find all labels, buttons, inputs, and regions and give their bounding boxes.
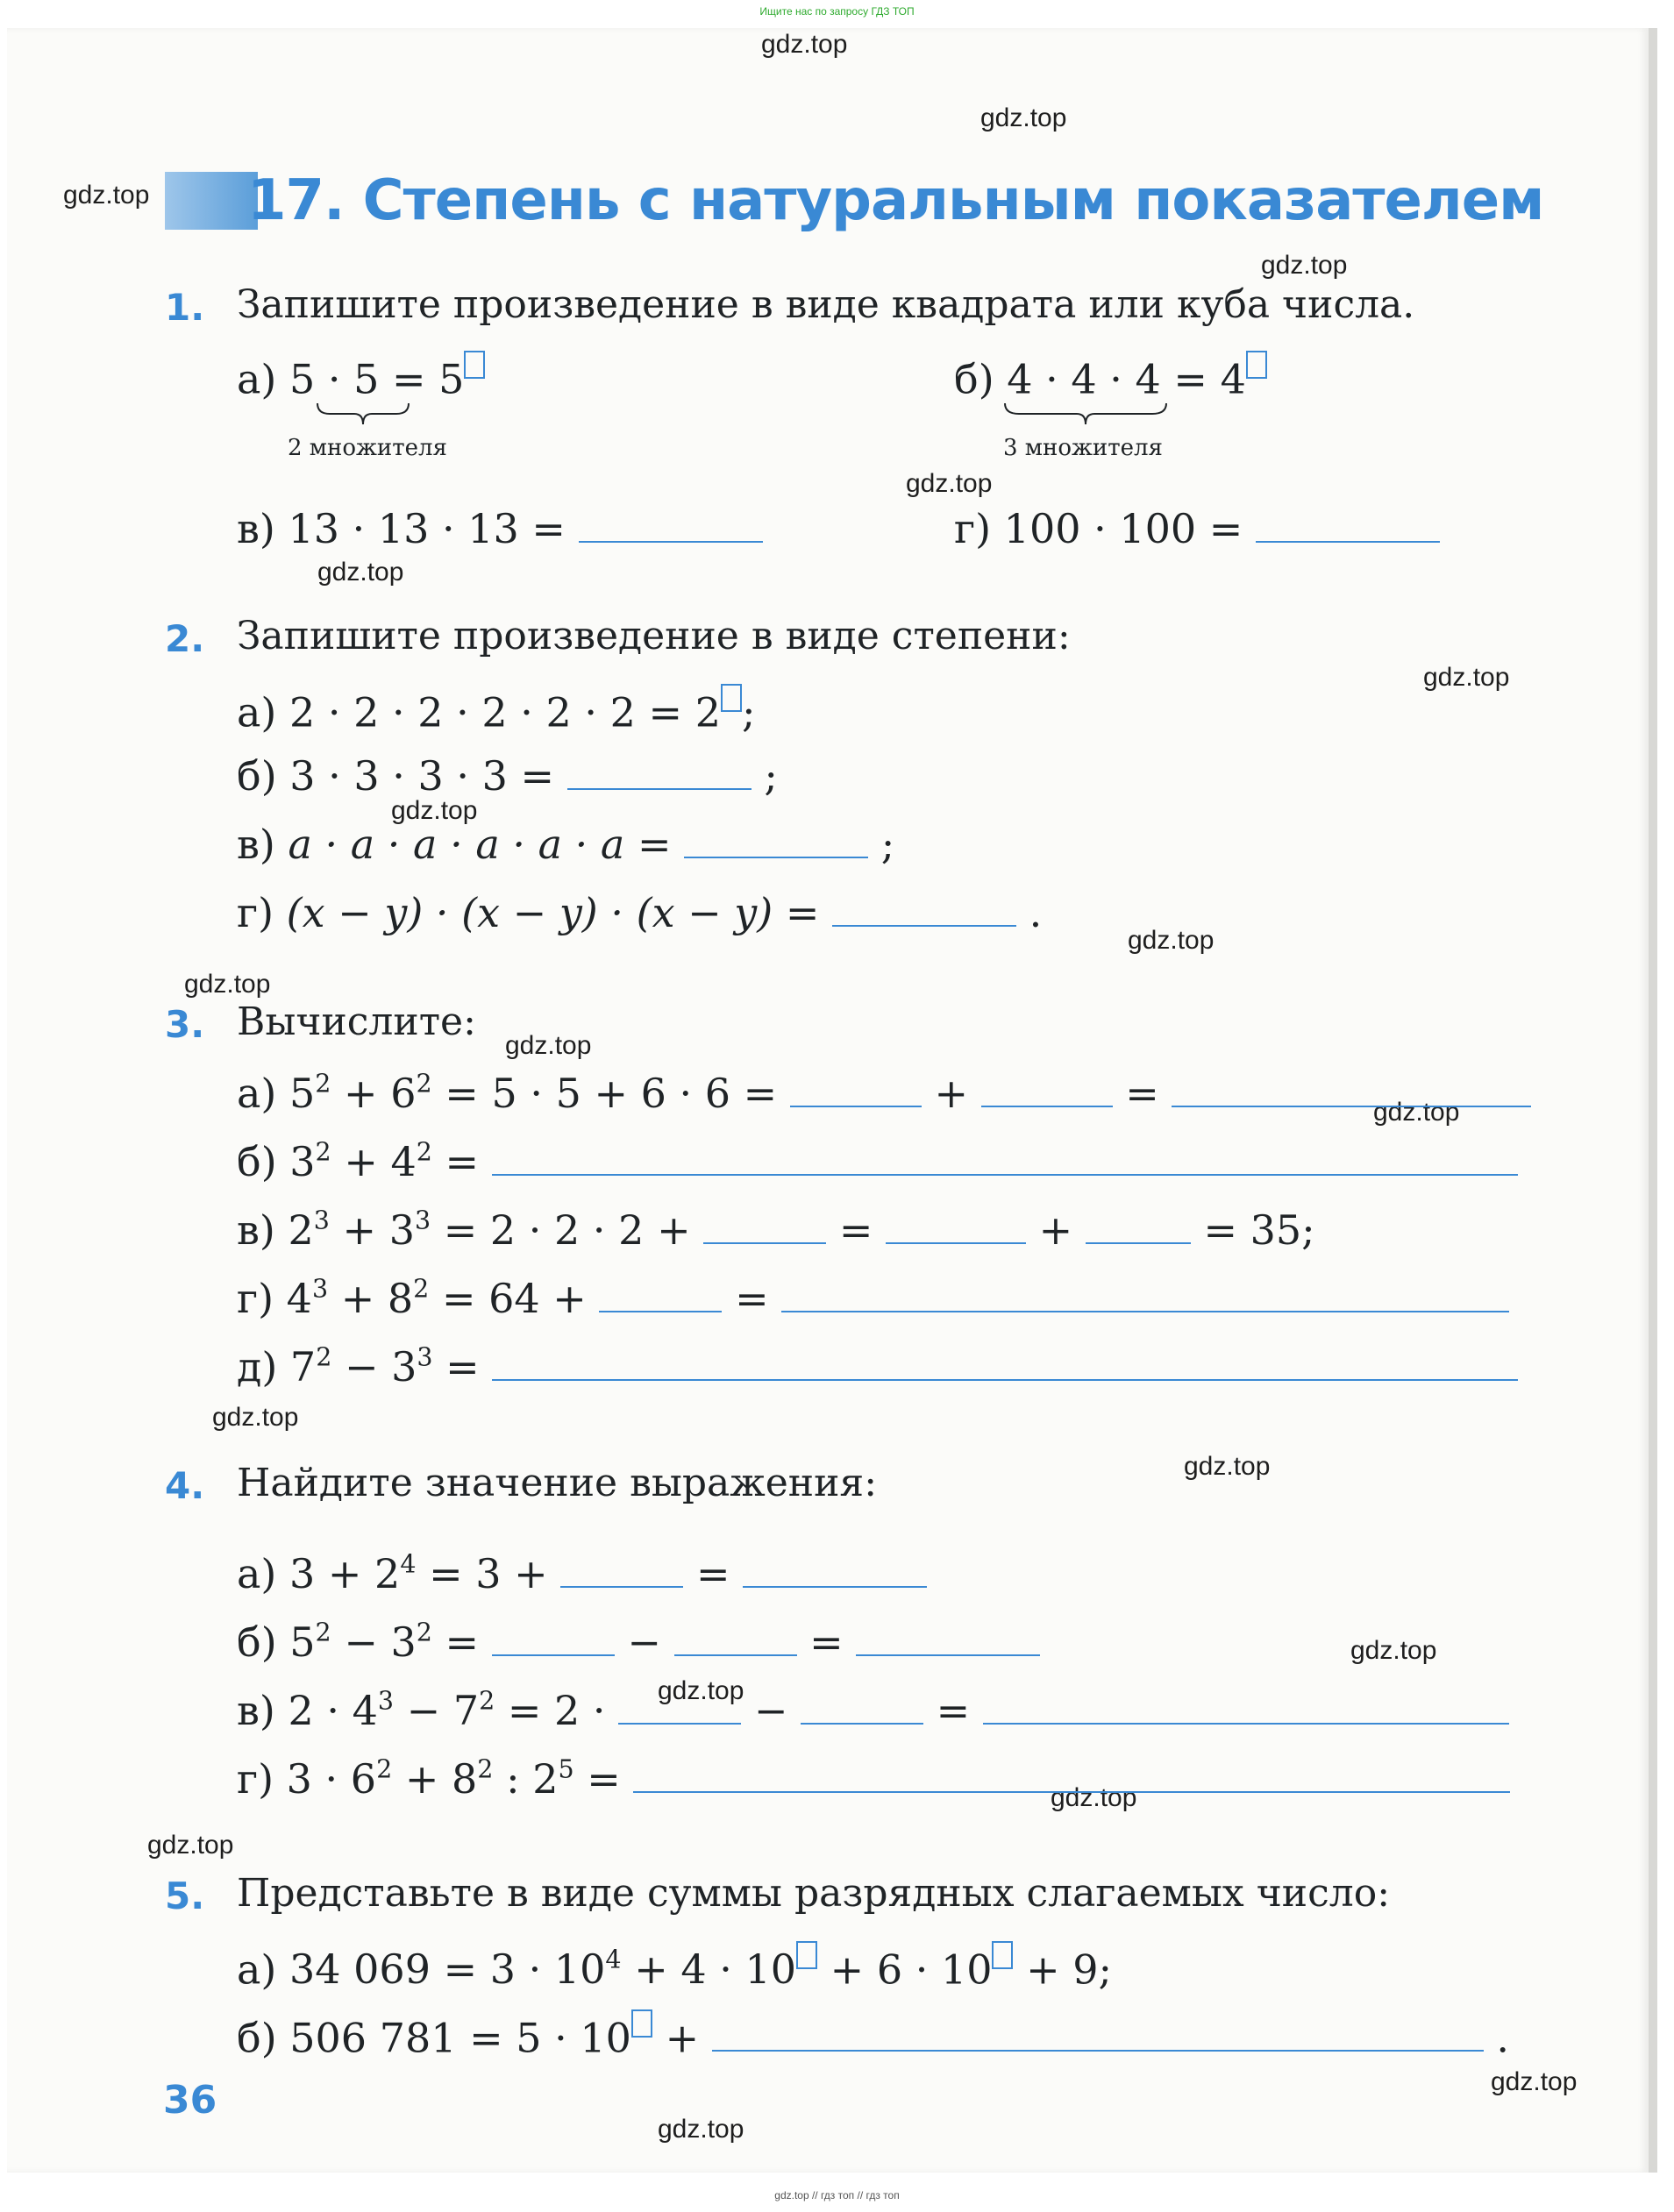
watermark: gdz.top — [317, 558, 404, 587]
task-3d — [237, 1343, 1518, 1391]
task-4-text: Найдите значение выражения: — [237, 1461, 878, 1505]
brace-icon — [1003, 402, 1168, 428]
bottom-banner: gdz.top // гдз топ // гдз топ — [774, 2189, 900, 2201]
task-4-number: 4. — [165, 1464, 205, 1507]
watermark: gdz.top — [1373, 1098, 1460, 1127]
task-3-text: Вычислите: — [237, 999, 476, 1044]
watermark: gdz.top — [658, 2115, 744, 2144]
answer-blank[interactable] — [790, 1106, 922, 1107]
punctuation: ; — [741, 688, 756, 736]
expression: 5 · 5 = 5 — [289, 355, 465, 403]
answer-blank[interactable] — [856, 1654, 1040, 1656]
item-label: в) — [237, 821, 275, 868]
item-label: г) — [237, 889, 274, 936]
answer-blank[interactable] — [579, 541, 763, 543]
answer-blank[interactable] — [492, 1174, 1518, 1176]
task-2-number: 2. — [165, 617, 205, 660]
watermark: gdz.top — [1491, 2067, 1578, 2096]
expression: $5^2 - 3^2$ = — [289, 1618, 480, 1666]
answer-blank[interactable] — [560, 1586, 683, 1588]
multiplier-note: 3 множителя — [1003, 435, 1163, 461]
task-2a — [237, 684, 755, 736]
punctuation: . — [1029, 889, 1043, 936]
watermark: gdz.top — [1051, 1783, 1137, 1812]
watermark: gdz.top — [906, 469, 993, 498]
answer-blank[interactable] — [801, 1723, 923, 1725]
item-label: б) — [954, 355, 994, 403]
watermark: gdz.top — [980, 103, 1067, 132]
section-title-text: Степень с натуральным показателем — [362, 168, 1544, 233]
operator: = — [1125, 1070, 1159, 1117]
answer-blank[interactable] — [684, 857, 868, 858]
task-4a — [237, 1550, 927, 1597]
operator: + — [1038, 1206, 1073, 1254]
task-3v — [237, 1206, 1315, 1254]
answer-blank[interactable] — [674, 1654, 797, 1656]
answer-blank[interactable] — [712, 2050, 1484, 2052]
expression: (x − y) · (x − y) · (x − y) = — [286, 889, 820, 936]
expression: 13 · 13 · 13 = — [288, 505, 566, 552]
answer-blank[interactable] — [633, 1791, 1510, 1793]
task-4b — [237, 1618, 1040, 1666]
answer-blank[interactable] — [983, 1723, 1509, 1725]
expression: a · a · a · a · a · a = — [288, 821, 672, 868]
operator: − — [753, 1687, 788, 1734]
section-title — [247, 168, 1543, 233]
watermark: gdz.top — [1423, 663, 1510, 692]
item-label: а) — [237, 355, 277, 403]
watermark: gdz.top — [1184, 1452, 1271, 1481]
expression: 3 · 3 · 3 · 3 = — [289, 752, 555, 800]
item-label: г) — [954, 505, 992, 552]
expression: $3^2 + 4^2$ = — [289, 1137, 480, 1185]
expression: $3 \cdot 6^2 + 8^2$ : $2^5$ = — [286, 1754, 621, 1803]
answer-blank[interactable] — [886, 1242, 1026, 1244]
task-1b — [954, 351, 1267, 402]
answer-box[interactable] — [721, 684, 742, 712]
item-label: б) — [237, 2014, 277, 2062]
answer-blank[interactable] — [492, 1654, 615, 1656]
item-label: а) — [237, 1070, 277, 1117]
task-4g — [237, 1755, 1510, 1803]
answer-blank[interactable] — [832, 925, 1016, 927]
answer-blank[interactable] — [1086, 1242, 1191, 1244]
watermark: gdz.top — [63, 181, 150, 210]
answer-blank[interactable] — [1172, 1106, 1531, 1107]
brace-icon — [316, 402, 410, 428]
item-label: в) — [237, 1206, 275, 1254]
answer-blank[interactable] — [703, 1242, 826, 1244]
expression: $2 \cdot 4^3 - 7^2 = 2$ · — [288, 1686, 606, 1734]
item-label: б) — [237, 1618, 277, 1666]
result: = 35; — [1203, 1206, 1315, 1254]
item-label: г) — [237, 1275, 274, 1322]
task-2b — [237, 752, 778, 800]
task-1v — [237, 505, 763, 552]
expression: + — [652, 2014, 700, 2062]
task-1-number: 1. — [165, 286, 205, 329]
expression: $5^2 + 6^2 = 5 \cdot 5 + 6 \cdot 6$ = — [289, 1069, 778, 1117]
expression: $2^3 + 3^3 = 2 \cdot 2 \cdot 2$ + — [288, 1206, 691, 1254]
expression: 506 781 = 5 · 10 — [289, 2014, 631, 2062]
item-label: в) — [237, 505, 275, 552]
task-5a — [237, 1941, 1112, 1993]
operator: = — [838, 1206, 873, 1254]
answer-box[interactable] — [796, 1941, 817, 1969]
operator: = — [695, 1550, 730, 1597]
operator: − — [627, 1618, 661, 1666]
page-number: 36 — [163, 2078, 217, 2123]
answer-blank[interactable] — [1256, 541, 1440, 543]
watermark: gdz.top — [1350, 1636, 1437, 1665]
answer-blank[interactable] — [781, 1311, 1509, 1312]
task-5-number: 5. — [165, 1874, 205, 1917]
item-label: а) — [237, 688, 277, 736]
watermark: gdz.top — [212, 1403, 299, 1432]
operator: = — [735, 1275, 769, 1322]
task-1a — [237, 351, 485, 402]
operator: = — [936, 1687, 971, 1734]
task-3b — [237, 1138, 1518, 1185]
task-2v — [237, 821, 894, 868]
punctuation: . — [1496, 2014, 1509, 2062]
expression: 100 · 100 = — [1003, 505, 1243, 552]
operator: + — [934, 1070, 968, 1117]
watermark: gdz.top — [658, 1676, 744, 1705]
answer-blank[interactable] — [981, 1106, 1113, 1107]
punctuation: ; — [764, 752, 778, 800]
item-label: г) — [237, 1755, 274, 1803]
multiplier-note: 2 множителя — [288, 435, 447, 461]
item-label: а) — [237, 1945, 277, 1994]
task-3a — [237, 1070, 1531, 1117]
expression: $4^3 + 8^2 = 64$ + — [286, 1274, 587, 1322]
answer-box[interactable] — [464, 351, 485, 379]
section-number: 17. — [247, 168, 345, 233]
task-3-number: 3. — [165, 1003, 205, 1046]
task-5-text: Представьте в виде суммы разрядных слагаемых число: — [237, 1871, 1391, 1916]
answer-box[interactable] — [631, 2009, 652, 2038]
expression: $7^2 - 3^3$ = — [289, 1342, 480, 1391]
expression: $3 + 2^4 = 3$ + — [289, 1549, 548, 1597]
answer-blank[interactable] — [567, 788, 752, 790]
item-label: а) — [237, 1550, 277, 1597]
expression: 2 · 2 · 2 · 2 · 2 · 2 = 2 — [289, 688, 721, 736]
watermark: gdz.top — [391, 796, 478, 825]
task-5b — [237, 2009, 1509, 2061]
watermark: gdz.top — [1128, 926, 1215, 955]
operator: = — [809, 1618, 844, 1666]
expression: 4 · 4 · 4 = 4 — [1007, 355, 1246, 403]
item-label: б) — [237, 1138, 277, 1185]
watermark: gdz.top — [505, 1031, 592, 1060]
answer-blank[interactable] — [618, 1723, 741, 1725]
expression: + 9; — [1013, 1945, 1113, 1994]
expression: + 6 · 10 — [817, 1945, 993, 1994]
task-1-text: Запишите произведение в виде квадрата или куба числа. — [237, 282, 1415, 327]
answer-blank[interactable] — [599, 1311, 722, 1312]
answer-box[interactable] — [992, 1941, 1013, 1969]
task-2-text: Запишите произведение в виде степени: — [237, 614, 1071, 658]
answer-box[interactable] — [1246, 351, 1267, 379]
task-2g — [237, 889, 1042, 936]
watermark: gdz.top — [184, 970, 271, 999]
item-label: д) — [237, 1343, 278, 1391]
title-accent-bar — [165, 172, 258, 230]
task-1g — [954, 505, 1440, 552]
watermark: gdz.top — [147, 1831, 234, 1860]
answer-blank[interactable] — [743, 1586, 927, 1588]
item-label: б) — [237, 752, 277, 800]
top-banner: Ищите нас по запросу ГДЗ ТОП — [759, 5, 915, 18]
task-3g — [237, 1275, 1509, 1322]
item-label: в) — [237, 1687, 275, 1734]
watermark: gdz.top — [761, 30, 848, 59]
answer-blank[interactable] — [492, 1379, 1518, 1381]
punctuation: ; — [880, 821, 895, 868]
expression: 34 $069 = 3 \cdot 10^4 + 4 \cdot 10$ — [289, 1945, 797, 1994]
watermark: gdz.top — [1261, 251, 1348, 280]
task-4v — [237, 1687, 1509, 1734]
